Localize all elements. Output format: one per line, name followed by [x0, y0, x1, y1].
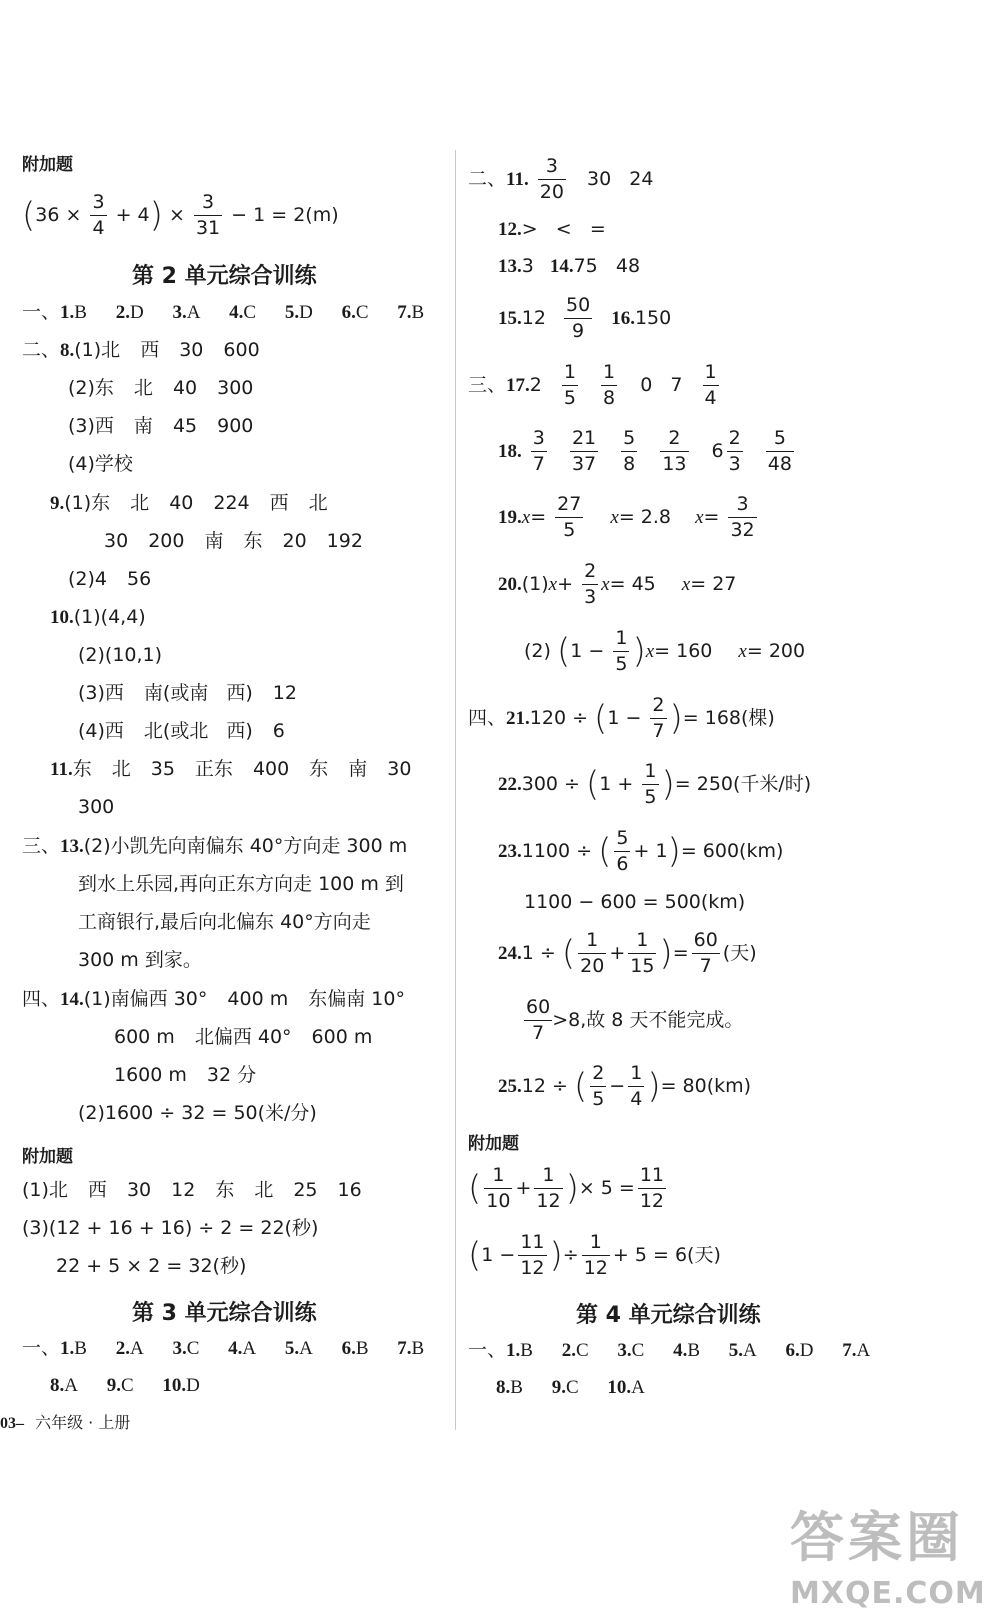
unit2-title: 第 2 单元综合训练	[132, 264, 317, 289]
unit2-mc-row: 一、1.B 2.D 3.A 4.C 5.D 6.C 7.B	[22, 301, 425, 323]
fraction: $\frac{1}{10}$	[486, 1164, 511, 1212]
right-extra-heading: 附加题	[468, 1134, 519, 1154]
grade-label: 六年级 · 上册	[35, 1413, 131, 1432]
fraction: $\frac{11}{12}$	[639, 1164, 665, 1212]
fraction: $\frac{2}{13}$	[662, 427, 687, 475]
q8-line2: (2)东 北 40 300	[68, 377, 254, 399]
q13-line4: 300 m 到家。	[78, 949, 202, 971]
r-q24-line2: $\frac{60}{7}$ >8,故 8 天不能完成。	[526, 996, 744, 1044]
fraction: $\frac{5}{6}$	[616, 827, 629, 875]
fraction: $\frac{3}{32}$	[730, 493, 755, 541]
fraction: $\frac{27}{5}$	[557, 493, 582, 541]
unit3-mc-row1: 一、1.B 2.A 3.C 4.A 5.A 6.B 7.B	[22, 1337, 425, 1359]
fraction: $\frac{2}{3}$	[728, 427, 741, 475]
unit4-mc-row1: 一、1.B 2.C 3.C 4.B 5.A 6.D 7.A	[468, 1339, 871, 1361]
fraction: $\frac{1}{5}$	[563, 361, 576, 409]
r-q22: 22.300 ÷ (1 + $\frac{1}{5}$ )= 250(千米/时)	[498, 760, 812, 808]
r-q19: 19.x= $\frac{27}{5}$ x= 2.8 x= $\frac{3}{32}$	[498, 493, 755, 541]
fraction: $\frac{11}{12}$	[520, 1231, 545, 1279]
fraction: $\frac{5}{8}$	[623, 427, 636, 475]
q9-line3: (2)4 56	[68, 568, 152, 590]
r-q18: 18. $\frac{3}{7}$ $\frac{21}{37}$ $\frac{5}{8}$ $\frac{2}{13}$ 6 $\frac{2}{3}$ $\frac{5}{48}$	[498, 427, 792, 475]
fraction: $\frac{2}{5}$	[592, 1062, 605, 1110]
q8-line1: 二、8.(1)北 西 30 600	[22, 339, 260, 361]
fraction: $\frac{1}{5}$	[615, 627, 628, 675]
q14-line1: 四、14.(1)南偏西 30° 400 m 东偏南 10°	[22, 988, 405, 1010]
unit4-title: 第 4 单元综合训练	[576, 1303, 761, 1328]
fraction: $\frac{1}{20}$	[580, 929, 605, 977]
fraction: $\frac{1}{4}$	[630, 1062, 643, 1110]
column-divider	[455, 150, 456, 1430]
fraction: $\frac{3}{4}$	[92, 191, 105, 239]
q10-line4: (4)西 北(或北 西) 6	[78, 720, 285, 742]
fraction: $\frac{50}{9}$	[565, 294, 591, 342]
r-q12: 12.> < =	[498, 218, 606, 240]
left-column	[0, 0, 455, 1600]
r-q25: 25.12 ÷ ( $\frac{2}{5}$ − $\frac{1}{4}$ )= 80(km)	[498, 1062, 752, 1110]
fraction: $\frac{2}{7}$	[652, 694, 665, 742]
q9-line2: 30 200 南 东 20 192	[104, 530, 363, 552]
fraction: $\frac{3}{31}$	[195, 191, 221, 239]
q10-line2: (2)(10,1)	[78, 644, 163, 666]
unit3-title: 第 3 单元综合训练	[132, 1301, 317, 1326]
q13-line2: 到水上乐园,再向正东方向走 100 m 到	[78, 873, 404, 895]
fraction: $\frac{1}{8}$	[603, 361, 616, 409]
fraction: $\frac{5}{48}$	[767, 427, 792, 475]
extra-question-heading: 附加题	[22, 155, 73, 175]
right-extra-line1: ( $\frac{1}{10}$ + $\frac{1}{12}$ )× 5 = $\frac{11}{12}$	[468, 1164, 665, 1212]
fraction: $\frac{60}{7}$	[693, 929, 718, 977]
r-q13-14: 13.3 14.75 48	[498, 255, 641, 277]
q10-line3: (3)西 南(或南 西) 12	[78, 682, 297, 704]
q14-line4: (2)1600 ÷ 32 = 50(米/分)	[78, 1102, 317, 1124]
q14-line2: 600 m 北偏西 40° 600 m	[114, 1026, 373, 1048]
q9-line1: 9.(1)东 北 40 224 西 北	[50, 492, 328, 514]
page-footer	[0, 1410, 130, 1433]
r-q15-16: 15.12 $\frac{50}{9}$ 16.150	[498, 294, 672, 342]
r-q24: 24.1 ÷ ( $\frac{1}{20}$ + $\frac{1}{15}$ )= $\frac{60}{7}$ (天)	[498, 929, 757, 977]
q13-line3: 工商银行,最后向北偏东 40°方向走	[78, 911, 371, 933]
q10-line1: 10.(1)(4,4)	[50, 606, 146, 628]
unit2-extra-line3: 22 + 5 × 2 = 32(秒)	[56, 1255, 247, 1277]
unit2-extra-line2: (3)(12 + 16 + 16) ÷ 2 = 22(秒)	[22, 1217, 319, 1239]
r-q23-line2: 1100 − 600 = 500(km)	[524, 891, 746, 913]
unit2-extra-heading: 附加题	[22, 1147, 73, 1167]
q11-line1: 11.东 北 35 正东 400 东 南 30	[50, 758, 412, 780]
r-q20-line1: 20.(1)x+ $\frac{2}{3}$ x= 45 x= 27	[498, 560, 737, 608]
watermark-logo: 答案圈 MXQE.COM	[790, 1506, 986, 1611]
q8-line3: (3)西 南 45 900	[68, 415, 254, 437]
r-q20-line2: (2) (1 − $\frac{1}{5}$ )x= 160 x= 200	[524, 627, 806, 675]
fraction: $\frac{1}{4}$	[704, 361, 717, 409]
r-q23: 23.1100 ÷ ( $\frac{5}{6}$ + 1)= 600(km)	[498, 827, 784, 875]
fraction: $\frac{3}{7}$	[532, 427, 545, 475]
right-column	[462, 0, 1000, 1600]
page-number: 03–	[0, 1415, 24, 1432]
q13-line1: 三、13.(2)小凯先向南偏东 40°方向走 300 m	[22, 835, 408, 857]
r-q11: 二、11. $\frac{3}{20}$ 30 24	[468, 155, 654, 203]
fraction: $\frac{1}{5}$	[644, 760, 657, 808]
fraction: $\frac{1}{12}$	[583, 1231, 608, 1279]
q11-line2: 300	[78, 796, 115, 818]
unit4-mc-row2: 8.B 9.C 10.A	[496, 1377, 645, 1398]
q14-line3: 1600 m 32 分	[114, 1064, 257, 1086]
fraction: $\frac{60}{7}$	[526, 996, 551, 1044]
fraction: $\frac{21}{37}$	[571, 427, 597, 475]
fraction: $\frac{2}{3}$	[584, 560, 597, 608]
right-extra-line2: (1 − $\frac{11}{12}$ )÷ $\frac{1}{12}$ + 5 = 6(天)	[468, 1231, 721, 1279]
q8-line4: (4)学校	[68, 453, 133, 475]
fraction: $\frac{1}{12}$	[536, 1164, 561, 1212]
r-q21: 四、21.120 ÷ (1 − $\frac{2}{7}$ )= 168(棵)	[468, 694, 775, 742]
unit3-mc-row2: 8.A 9.C 10.D	[50, 1375, 200, 1396]
extra-question-formula: (36 × $\frac{3}{4}$ + 4) × $\frac{3}{31}$ − 1 = 2(m)	[22, 191, 339, 239]
unit2-extra-line1: (1)北 西 30 12 东 北 25 16	[22, 1179, 362, 1201]
r-q17: 三、17.2 $\frac{1}{5}$ $\frac{1}{8}$ 0 7 $\frac{1}{4}$	[468, 361, 717, 409]
fraction: $\frac{1}{15}$	[630, 929, 655, 977]
fraction: $\frac{3}{20}$	[539, 155, 564, 203]
